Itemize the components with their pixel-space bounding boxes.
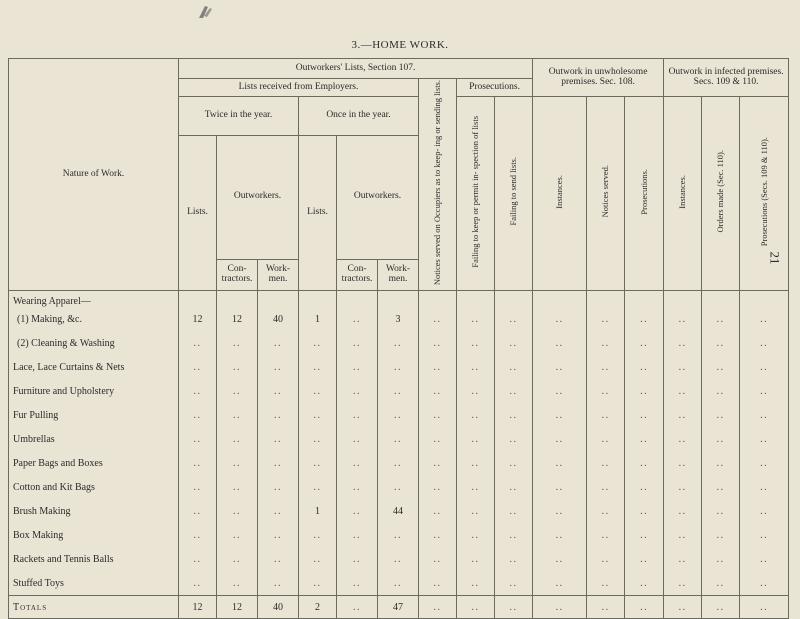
value-cell: 1 xyxy=(299,307,337,331)
value-cell: .. xyxy=(587,571,625,596)
value-cell: .. xyxy=(740,475,789,499)
value-cell: .. xyxy=(419,331,457,355)
value-cell: .. xyxy=(258,379,299,403)
value-cell: .. xyxy=(740,307,789,331)
value-cell: .. xyxy=(702,331,740,355)
twice-contractors-header: Con- tractors. xyxy=(217,260,258,291)
value-cell: .. xyxy=(587,547,625,571)
value-cell: .. xyxy=(664,379,702,403)
value-cell: .. xyxy=(740,499,789,523)
value-cell: .. xyxy=(419,403,457,427)
value-cell: .. xyxy=(457,427,495,451)
orders-made-header: Orders made (Sec. 110). xyxy=(702,97,740,291)
value-cell xyxy=(258,291,299,308)
value-cell: .. xyxy=(625,571,664,596)
table-row xyxy=(9,523,789,547)
value-cell: .. xyxy=(740,547,789,571)
value-cell xyxy=(664,291,702,308)
value-cell: .. xyxy=(740,379,789,403)
value-cell: .. xyxy=(495,571,533,596)
value-cell: .. xyxy=(740,427,789,451)
nature-of-work-cell: (1) Making, &c. xyxy=(9,307,179,331)
value-cell: .. xyxy=(457,523,495,547)
value-cell: .. xyxy=(495,547,533,571)
value-cell: .. xyxy=(587,355,625,379)
value-cell: .. xyxy=(217,427,258,451)
value-cell: .. xyxy=(179,499,217,523)
value-cell: .. xyxy=(587,523,625,547)
value-cell: .. xyxy=(495,523,533,547)
value-cell: .. xyxy=(419,547,457,571)
value-cell: .. xyxy=(337,571,378,596)
value-cell: .. xyxy=(587,427,625,451)
value-cell: .. xyxy=(495,427,533,451)
value-cell: .. xyxy=(378,475,419,499)
value-cell: .. xyxy=(533,571,587,596)
value-cell: .. xyxy=(664,427,702,451)
value-cell xyxy=(299,291,337,308)
value-cell: .. xyxy=(457,355,495,379)
value-cell: .. xyxy=(419,355,457,379)
value-cell xyxy=(587,291,625,308)
value-cell: .. xyxy=(533,547,587,571)
value-cell xyxy=(625,291,664,308)
totals-cell: 12 xyxy=(217,596,258,619)
value-cell: .. xyxy=(217,451,258,475)
value-cell: .. xyxy=(258,451,299,475)
value-cell: .. xyxy=(258,355,299,379)
value-cell: .. xyxy=(457,307,495,331)
value-cell: .. xyxy=(179,451,217,475)
value-cell: .. xyxy=(258,571,299,596)
value-cell: .. xyxy=(740,451,789,475)
value-cell: .. xyxy=(378,379,419,403)
value-cell: .. xyxy=(378,427,419,451)
nature-of-work-cell: Umbrellas xyxy=(9,427,179,451)
failing-keep-header: Failing to keep or permit in- spection of lists xyxy=(457,97,495,291)
value-cell xyxy=(378,291,419,308)
value-cell: 40 xyxy=(258,307,299,331)
value-cell xyxy=(533,291,587,308)
value-cell: .. xyxy=(664,523,702,547)
value-cell: .. xyxy=(664,451,702,475)
nature-of-work-cell: Paper Bags and Boxes xyxy=(9,451,179,475)
prosecutions-header: Prosecutions. xyxy=(457,79,533,97)
value-cell: .. xyxy=(495,499,533,523)
nature-of-work-cell: Box Making xyxy=(9,523,179,547)
home-work-table xyxy=(8,58,789,619)
nature-of-work-cell: Fur Pulling xyxy=(9,403,179,427)
value-cell: .. xyxy=(702,355,740,379)
value-cell: .. xyxy=(664,499,702,523)
value-cell: .. xyxy=(702,475,740,499)
value-cell: .. xyxy=(495,307,533,331)
value-cell: .. xyxy=(179,403,217,427)
value-cell: .. xyxy=(378,571,419,596)
value-cell: .. xyxy=(299,475,337,499)
value-cell: .. xyxy=(457,331,495,355)
totals-cell: 12 xyxy=(179,596,217,619)
nature-of-work-cell: Wearing Apparel— xyxy=(9,291,179,308)
value-cell: .. xyxy=(702,403,740,427)
infected-instances-header: Instances. xyxy=(664,97,702,291)
failing-send-header: Failing to send lists. xyxy=(495,97,533,291)
once-outworkers-header: Outworkers. xyxy=(337,135,419,259)
value-cell: .. xyxy=(457,571,495,596)
outworkers-lists-header: Outworkers' Lists, Section 107. xyxy=(179,59,533,79)
value-cell: .. xyxy=(495,355,533,379)
value-cell: .. xyxy=(625,451,664,475)
value-cell: .. xyxy=(495,451,533,475)
infected-header: Outwork in infected premises. Secs. 109 & 110. xyxy=(664,59,789,97)
unwholesome-header: Outwork in unwholesome premises. Sec. 108. xyxy=(533,59,664,97)
table-row xyxy=(9,451,789,475)
value-cell: .. xyxy=(702,571,740,596)
totals-cell: .. xyxy=(664,596,702,619)
nature-of-work-cell: Cotton and Kit Bags xyxy=(9,475,179,499)
value-cell: .. xyxy=(702,547,740,571)
value-cell: .. xyxy=(299,331,337,355)
value-cell: .. xyxy=(179,331,217,355)
value-cell: .. xyxy=(378,451,419,475)
twice-workmen-header: Work- men. xyxy=(258,260,299,291)
value-cell: .. xyxy=(702,307,740,331)
table-row xyxy=(9,475,789,499)
value-cell: .. xyxy=(587,403,625,427)
unwholesome-prosecutions-header: Prosecutions. xyxy=(625,97,664,291)
totals-cell: .. xyxy=(702,596,740,619)
value-cell: .. xyxy=(533,499,587,523)
totals-row xyxy=(9,596,789,619)
value-cell: .. xyxy=(337,403,378,427)
totals-cell: 47 xyxy=(378,596,419,619)
value-cell: .. xyxy=(217,331,258,355)
value-cell: .. xyxy=(337,331,378,355)
value-cell: .. xyxy=(533,307,587,331)
table-row xyxy=(9,379,789,403)
value-cell: .. xyxy=(533,451,587,475)
value-cell: .. xyxy=(217,571,258,596)
value-cell: .. xyxy=(495,331,533,355)
value-cell: .. xyxy=(457,403,495,427)
totals-cell: .. xyxy=(740,596,789,619)
value-cell: .. xyxy=(664,355,702,379)
value-cell: .. xyxy=(217,547,258,571)
value-cell: .. xyxy=(299,403,337,427)
value-cell: .. xyxy=(258,331,299,355)
value-cell: .. xyxy=(337,355,378,379)
table-row xyxy=(9,403,789,427)
value-cell: .. xyxy=(702,379,740,403)
value-cell: .. xyxy=(337,499,378,523)
once-in-year-header: Once in the year. xyxy=(299,97,419,136)
value-cell: .. xyxy=(179,571,217,596)
table-row xyxy=(9,291,789,308)
value-cell: .. xyxy=(337,307,378,331)
value-cell: .. xyxy=(625,355,664,379)
value-cell: .. xyxy=(179,523,217,547)
value-cell: .. xyxy=(299,523,337,547)
twice-lists-header: Lists. xyxy=(179,135,217,290)
value-cell: .. xyxy=(378,331,419,355)
value-cell: .. xyxy=(702,451,740,475)
value-cell: .. xyxy=(664,403,702,427)
value-cell: .. xyxy=(258,475,299,499)
table-row xyxy=(9,307,789,331)
table-row xyxy=(9,331,789,355)
value-cell: .. xyxy=(587,307,625,331)
value-cell: .. xyxy=(702,499,740,523)
nature-of-work-cell: Lace, Lace Curtains & Nets xyxy=(9,355,179,379)
value-cell: .. xyxy=(625,475,664,499)
infected-prosecutions-header: Prosecutions (Secs. 109 & 110). xyxy=(740,97,789,291)
value-cell: .. xyxy=(179,427,217,451)
value-cell: .. xyxy=(217,355,258,379)
value-cell: .. xyxy=(533,403,587,427)
value-cell: .. xyxy=(217,403,258,427)
value-cell: .. xyxy=(419,499,457,523)
value-cell: .. xyxy=(625,379,664,403)
value-cell: .. xyxy=(740,403,789,427)
value-cell: .. xyxy=(533,427,587,451)
value-cell: .. xyxy=(587,451,625,475)
value-cell: .. xyxy=(533,523,587,547)
value-cell: .. xyxy=(457,379,495,403)
totals-cell: .. xyxy=(337,596,378,619)
value-cell: .. xyxy=(337,427,378,451)
once-lists-header: Lists. xyxy=(299,135,337,290)
table-row xyxy=(9,571,789,596)
value-cell: .. xyxy=(179,475,217,499)
value-cell: .. xyxy=(587,475,625,499)
value-cell: .. xyxy=(533,379,587,403)
value-cell: .. xyxy=(378,403,419,427)
value-cell: .. xyxy=(702,427,740,451)
value-cell: .. xyxy=(587,379,625,403)
value-cell: .. xyxy=(299,571,337,596)
value-cell xyxy=(457,291,495,308)
value-cell: .. xyxy=(299,547,337,571)
totals-cell: .. xyxy=(625,596,664,619)
value-cell: .. xyxy=(419,523,457,547)
totals-cell: 40 xyxy=(258,596,299,619)
value-cell: .. xyxy=(179,379,217,403)
value-cell: 1 xyxy=(299,499,337,523)
value-cell: .. xyxy=(457,475,495,499)
value-cell: .. xyxy=(337,523,378,547)
value-cell: .. xyxy=(217,499,258,523)
table-row xyxy=(9,427,789,451)
table-row xyxy=(9,355,789,379)
value-cell: .. xyxy=(217,523,258,547)
table-row xyxy=(9,499,789,523)
twice-outworkers-header: Outworkers. xyxy=(217,135,299,259)
table-row xyxy=(9,547,789,571)
value-cell xyxy=(419,291,457,308)
value-cell: .. xyxy=(495,379,533,403)
value-cell: .. xyxy=(587,499,625,523)
value-cell: .. xyxy=(419,475,457,499)
totals-cell: 2 xyxy=(299,596,337,619)
value-cell xyxy=(337,291,378,308)
value-cell: .. xyxy=(337,451,378,475)
value-cell: .. xyxy=(740,571,789,596)
value-cell: .. xyxy=(337,475,378,499)
twice-in-year-header: Twice in the year. xyxy=(179,97,299,136)
value-cell: .. xyxy=(625,331,664,355)
value-cell: .. xyxy=(378,547,419,571)
value-cell: .. xyxy=(258,499,299,523)
value-cell: .. xyxy=(299,379,337,403)
value-cell: .. xyxy=(299,451,337,475)
value-cell: .. xyxy=(702,523,740,547)
notices-served-header: Notices served on Occupiers as to keep- ing or sending lists. xyxy=(419,79,457,291)
value-cell: .. xyxy=(664,571,702,596)
value-cell: .. xyxy=(457,499,495,523)
value-cell: .. xyxy=(419,379,457,403)
value-cell: .. xyxy=(457,451,495,475)
value-cell: .. xyxy=(664,331,702,355)
nature-of-work-cell: Brush Making xyxy=(9,499,179,523)
page-number: 21 xyxy=(767,251,783,265)
value-cell: .. xyxy=(740,355,789,379)
value-cell: .. xyxy=(625,307,664,331)
value-cell: .. xyxy=(625,499,664,523)
nature-of-work-header: Nature of Work. xyxy=(9,59,179,291)
value-cell: .. xyxy=(419,307,457,331)
totals-cell: .. xyxy=(533,596,587,619)
value-cell: .. xyxy=(337,379,378,403)
value-cell: 12 xyxy=(179,307,217,331)
table-body xyxy=(9,291,789,619)
once-workmen-header: Work- men. xyxy=(378,260,419,291)
value-cell: .. xyxy=(587,331,625,355)
nature-of-work-cell: (2) Cleaning & Washing xyxy=(9,331,179,355)
value-cell: .. xyxy=(299,355,337,379)
value-cell: .. xyxy=(378,355,419,379)
value-cell: .. xyxy=(740,523,789,547)
value-cell: .. xyxy=(664,475,702,499)
once-contractors-header: Con- tractors. xyxy=(337,260,378,291)
nature-of-work-cell: Stuffed Toys xyxy=(9,571,179,596)
value-cell: .. xyxy=(533,331,587,355)
value-cell: .. xyxy=(419,427,457,451)
value-cell: .. xyxy=(533,355,587,379)
value-cell: .. xyxy=(495,475,533,499)
totals-label: Totals xyxy=(9,596,179,619)
nature-of-work-cell: Furniture and Upholstery xyxy=(9,379,179,403)
value-cell: .. xyxy=(258,547,299,571)
value-cell: .. xyxy=(217,379,258,403)
value-cell: .. xyxy=(337,547,378,571)
value-cell: .. xyxy=(419,451,457,475)
unwholesome-notices-header: Notices served. xyxy=(587,97,625,291)
lists-received-header: Lists received from Employers. xyxy=(179,79,419,97)
value-cell: .. xyxy=(740,331,789,355)
value-cell: .. xyxy=(664,547,702,571)
value-cell: .. xyxy=(299,427,337,451)
value-cell: .. xyxy=(258,523,299,547)
unwholesome-instances-header: Instances. xyxy=(533,97,587,291)
value-cell: .. xyxy=(179,547,217,571)
value-cell xyxy=(740,291,789,308)
pencil-mark xyxy=(196,4,218,20)
value-cell: 44 xyxy=(378,499,419,523)
nature-of-work-cell: Rackets and Tennis Balls xyxy=(9,547,179,571)
totals-cell: .. xyxy=(419,596,457,619)
value-cell: .. xyxy=(419,571,457,596)
value-cell xyxy=(702,291,740,308)
value-cell: .. xyxy=(664,307,702,331)
page-title: 3.—HOME WORK. xyxy=(351,39,449,51)
value-cell: .. xyxy=(217,475,258,499)
value-cell: .. xyxy=(625,427,664,451)
value-cell: .. xyxy=(495,403,533,427)
totals-cell: .. xyxy=(587,596,625,619)
value-cell: .. xyxy=(625,403,664,427)
value-cell: .. xyxy=(258,403,299,427)
value-cell: .. xyxy=(533,475,587,499)
value-cell: .. xyxy=(625,547,664,571)
totals-cell: .. xyxy=(495,596,533,619)
value-cell: .. xyxy=(179,355,217,379)
totals-cell: .. xyxy=(457,596,495,619)
value-cell: .. xyxy=(457,547,495,571)
value-cell: .. xyxy=(258,427,299,451)
value-cell xyxy=(179,291,217,308)
value-cell xyxy=(495,291,533,308)
value-cell: .. xyxy=(625,523,664,547)
value-cell: .. xyxy=(378,523,419,547)
value-cell xyxy=(217,291,258,308)
value-cell: 12 xyxy=(217,307,258,331)
value-cell: 3 xyxy=(378,307,419,331)
